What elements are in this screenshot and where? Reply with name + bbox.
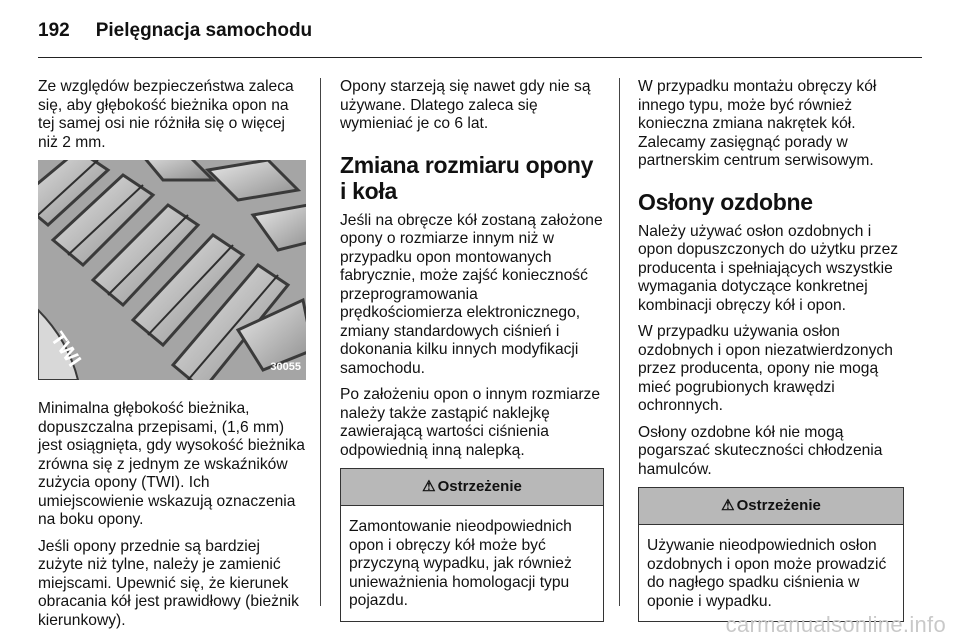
warning-text: Używanie nieodpowiednich osłon ozdobnych i opon może prowadzić do nagłego spadku ciśnienia w oponie i wypadku.: [647, 537, 887, 610]
warning-icon: ⚠: [721, 496, 735, 514]
warning-box: [638, 487, 904, 622]
warning-box: [340, 468, 604, 622]
warning-title: Ostrzeżenie: [437, 477, 522, 495]
tire-tread-figure: [38, 160, 306, 380]
paragraph: Należy używać osłon ozdobnych i opon dopuszczonych do użytku przez producenta i spełniających wszystkie wymagania dotyczące konkretnej kombinacji obręczy kół i opon.: [638, 222, 899, 314]
warning-icon: ⚠: [422, 477, 436, 495]
twi-label: TWI: [45, 328, 85, 371]
paragraph: W przypadku używania osłon ozdobnych i opon niezatwierdzonych przez producenta, opony nie mogą mieć pogrubionych krawędzi ochronnych.: [638, 323, 893, 414]
column-3: [638, 78, 904, 622]
warning-text: Zamontowanie nieodpowiednich opon i obręczy kół może być przyczyną wypadku, jak również unieważnienia homologacji typu pojazdu.: [349, 518, 572, 609]
column-divider: [320, 78, 321, 606]
page-header: [38, 16, 312, 46]
tire-tread-illustration: [38, 160, 306, 380]
figure-code: 30055: [270, 360, 301, 373]
paragraph: W przypadku montażu obręczy kół innego typu, może być również konieczna zmiana nakrętek kół. Zalecamy zasięgnąć porady w partnerskim centrum serwisowym.: [638, 78, 877, 169]
paragraph: Jeśli opony przednie są bardziej zużyte niż tylne, należy je zamienić miejscami. Upewnić się, że kierunek obracania kół jest prawidłowy (bieżnik kierunkowy).: [38, 537, 299, 629]
warning-title: Ostrzeżenie: [736, 496, 821, 514]
paragraph: Po założeniu opon o innym rozmiarze należy także zastąpić naklejkę zawierającą wartości ciśnienia odpowiednią inną nalepką.: [340, 386, 601, 459]
paragraph: Minimalna głębokość bieżnika, dopuszczalna przepisami, (1,6 mm) jest osiągnięta, gdy wysokość bieżnika zrówna się z jednym ze wskaźników zużycia opony (TWI). Ich umiejscowienie wskazują oznaczenia na boku opony.: [38, 400, 305, 528]
paragraph: Osłony ozdobne kół nie mogą pogarszać skuteczności chłodzenia hamulców.: [638, 423, 883, 478]
column-2: [340, 78, 604, 622]
header-divider: [38, 57, 922, 58]
paragraph: Ze względów bezpieczeństwa zaleca się, aby głębokość bieżnika opon na tej samej osi nie różniła się o więcej niż 2 mm.: [38, 78, 294, 151]
page-title: Pielęgnacja samochodu: [95, 20, 313, 41]
warning-header: [639, 488, 903, 525]
column-1: [38, 78, 306, 638]
column-divider: [619, 78, 620, 606]
warning-header: [341, 469, 603, 506]
page-number: 192: [38, 20, 70, 41]
watermark: carmanualsonline.info: [725, 612, 946, 637]
paragraph: Opony starzeją się nawet gdy nie są używane. Dlatego zaleca się wymieniać je co 6 lat.: [340, 78, 591, 132]
section-heading: Osłony ozdobne: [638, 188, 813, 215]
section-heading: Zmiana rozmiaru opony i koła: [340, 151, 594, 204]
paragraph: Jeśli na obręcze kół zostaną założone opony o rozmiarze innym niż w przypadku opon montowanych fabrycznie, może zajść konieczność przeprogramowania prędkościomierza elektronicznego, zmiany standardowych ciśnień i dokonania kilku innych modyfikacji samochodu.: [340, 211, 603, 377]
